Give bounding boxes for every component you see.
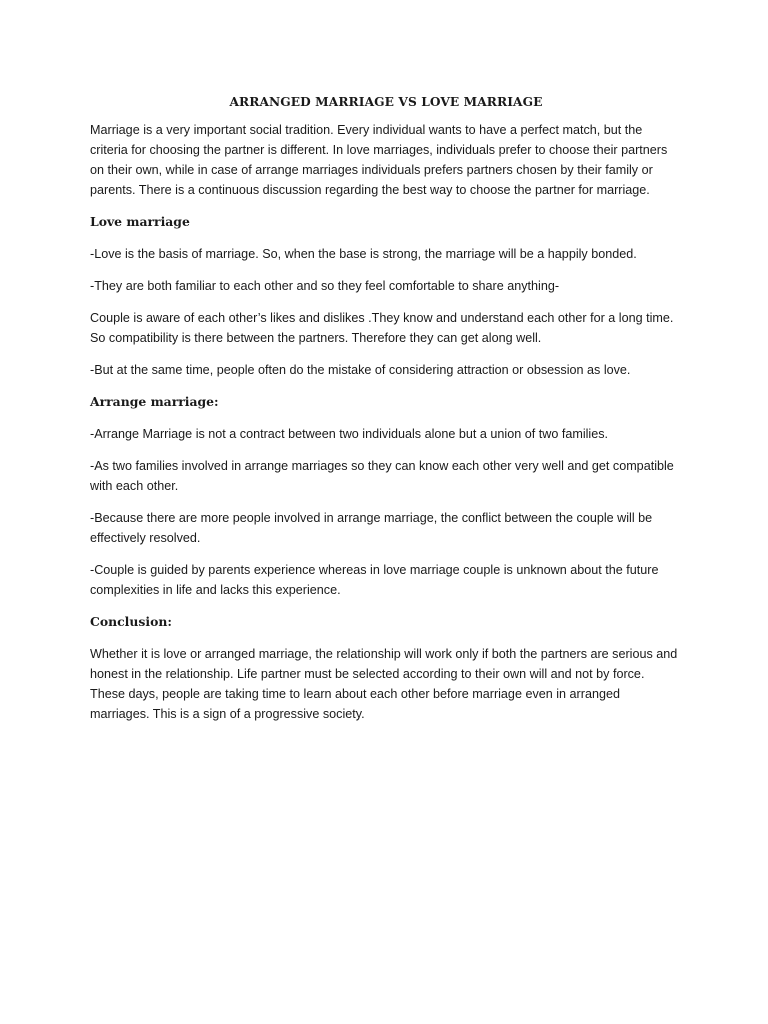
love-marriage-paragraph: -They are both familiar to each other and so they feel comfortable to share anything- (90, 279, 560, 293)
conclusion-paragraph: Whether it is love or arranged marriage, the relationship will work only if both the partners are serious and honest in the relationship. Life partner must be selected according to their own will and not by force. These days, people are taking time to learn about each other before marriage even in arranged marriages. This is a sign of a progressive society. (90, 647, 678, 721)
arrange-marriage-paragraph: -As two families involved in arrange marriages so they can know each other very well and get compatible with each other. (90, 459, 674, 493)
arrange-marriage-paragraph: -Couple is guided by parents experience whereas in love marriage couple is unknown about the future complexities in life and lacks this experience. (90, 563, 659, 597)
section-heading-love-marriage: Love marriage (90, 214, 190, 229)
love-marriage-paragraph: -But at the same time, people often do the mistake of considering attraction or obsession as love. (90, 363, 631, 377)
document-page (90, 93, 682, 736)
love-marriage-paragraph: Couple is aware of each other’s likes and dislikes .They know and understand each other for a long time. So compatibility is there between the partners. Therefore they can get along well. (90, 311, 674, 345)
section-heading-arrange-marriage: Arrange marriage: (90, 394, 219, 409)
document-title: ARRANGED MARRIAGE VS LOVE MARRIAGE (229, 95, 543, 109)
love-marriage-paragraph: -Love is the basis of marriage. So, when the base is strong, the marriage will be a happily bonded. (90, 247, 637, 261)
section-heading-conclusion: Conclusion: (90, 614, 172, 629)
arrange-marriage-paragraph: -Because there are more people involved in arrange marriage, the conflict between the couple will be effectively resolved. (90, 511, 653, 545)
arrange-marriage-paragraph: -Arrange Marriage is not a contract between two individuals alone but a union of two families. (90, 427, 609, 441)
intro-paragraph: Marriage is a very important social tradition. Every individual wants to have a perfect match, but the criteria for choosing the partner is different. In love marriages, individuals prefer to choose their partners on their own, while in case of arrange marriages individuals prefers partners chosen by their family or parents. There is a continuous discussion regarding the best way to choose the partner for marriage. (90, 123, 668, 197)
